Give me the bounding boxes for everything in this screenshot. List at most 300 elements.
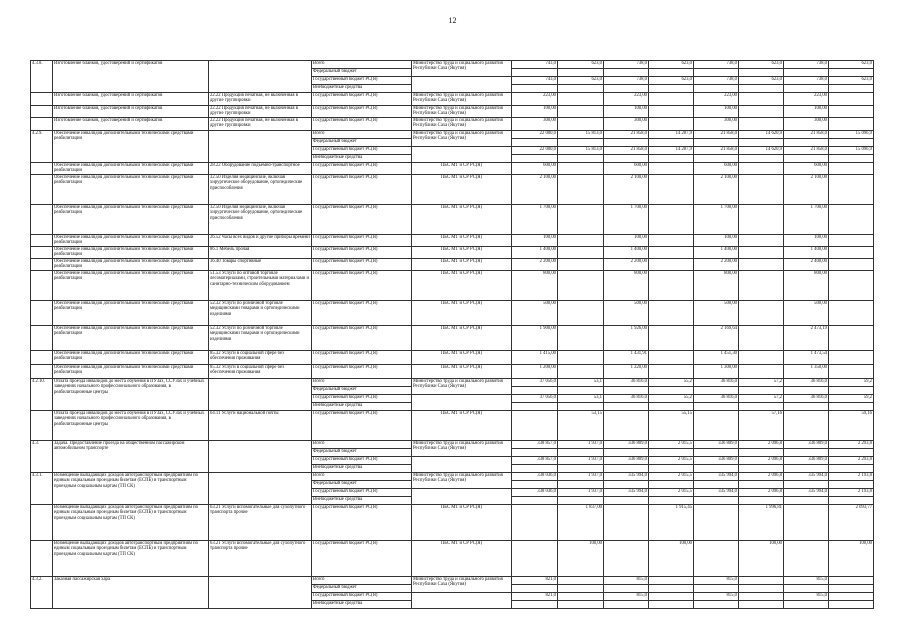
amount-cell: 1 300,00 (694, 365, 739, 379)
amount-cell (604, 69, 649, 77)
amount-cell (829, 175, 874, 205)
product-code (209, 379, 312, 411)
amount-cell (784, 403, 829, 411)
amount-cell: 36 816,0 (694, 395, 739, 403)
amount-cell (512, 139, 558, 147)
executor: Министерство труда и социального развития Республики Саха (Якутия) (412, 61, 512, 77)
amount-cell: 2 096,8 (739, 489, 784, 497)
amount-cell: 1 996,81 (739, 505, 784, 541)
amount-cell: 57,16 (739, 411, 784, 441)
amount-cell: 1 473,54 (784, 351, 829, 365)
amount-cell: 815,0 (604, 593, 649, 601)
amount-cell (558, 585, 604, 593)
amount-cell (604, 449, 649, 457)
amount-cell (739, 387, 784, 395)
executor (412, 395, 512, 411)
amount-cell: 2 015,5 (649, 473, 694, 481)
amount-cell (694, 403, 739, 411)
amount-cell (558, 163, 604, 175)
amount-cell (512, 481, 558, 489)
executor (412, 147, 512, 163)
item-number (31, 365, 53, 379)
amount-cell: 1 400,00 (604, 247, 649, 259)
expense-row (31, 175, 874, 205)
amount-cell: 300,00 (784, 118, 829, 131)
amount-cell: 223,00 (512, 93, 558, 106)
amount-cell (649, 69, 694, 77)
amount-cell: 336 809,0 (694, 457, 739, 465)
amount-cell: 2 015,5 (649, 441, 694, 449)
amount-cell (739, 365, 784, 379)
amount-cell (558, 247, 604, 259)
expense-row (31, 259, 874, 271)
amount-cell: 1 926,00 (604, 326, 649, 351)
amount-cell (558, 93, 604, 106)
amount-cell: 1 451,30 (694, 351, 739, 365)
funding-source: Внебюджетные средства (312, 85, 412, 93)
funding-source: Государственный бюджет РС(Я) (312, 365, 412, 379)
item-number (31, 271, 53, 301)
amount-cell (739, 593, 784, 601)
executor: Министерство труда и социального развития Республики Саха (Якутия) (412, 93, 512, 106)
amount-cell: 338 036,0 (512, 473, 558, 481)
item-number (31, 301, 53, 326)
measure-description: Обеспечение инвалидов дополнительными техническими средствами реабилитации (53, 175, 209, 205)
amount-cell (829, 601, 874, 609)
amount-cell (694, 69, 739, 77)
amount-cell (694, 481, 739, 489)
amount-cell: 37 056,0 (512, 379, 558, 387)
amount-cell (739, 85, 784, 93)
expense-row (31, 106, 874, 118)
amount-cell: 738,0 (784, 61, 829, 69)
expense-row (31, 411, 874, 441)
amount-cell: 815,0 (694, 593, 739, 601)
measure-description: Изготовление бланков, удостоверений и сертификатов (53, 61, 209, 93)
amount-cell: 335 994,0 (784, 473, 829, 481)
amount-cell: 500,00 (604, 301, 649, 326)
product-code: 64.11 Услуги национальной почты (209, 411, 312, 441)
amount-cell (739, 139, 784, 147)
executor: ПБС МТ и СР РС(Я) (412, 235, 512, 247)
amount-cell: 1 431,91 (604, 351, 649, 365)
budget-table (30, 60, 874, 609)
amount-cell (512, 585, 558, 593)
item-number (31, 163, 53, 175)
funding-source: Государственный бюджет РС(Я) (312, 489, 412, 497)
amount-cell: 821,0 (512, 577, 558, 585)
amount-cell: 800,00 (512, 271, 558, 301)
funding-row (31, 577, 874, 585)
executor: ПБС МТ и СР РС(Я) (412, 301, 512, 326)
funding-source: Государственный бюджет РС(Я) (312, 235, 412, 247)
product-code: 63.21 Услуги вспомогательные для сухопутного транспорта прочие (209, 505, 312, 541)
amount-cell (694, 387, 739, 395)
amount-cell: 100,00 (829, 541, 874, 577)
amount-cell (829, 326, 874, 351)
executor (412, 77, 512, 93)
funding-source: Государственный бюджет РС(Я) (312, 411, 412, 441)
expense-row (31, 118, 874, 131)
amount-cell (558, 139, 604, 147)
item-number (31, 205, 53, 235)
amount-cell (739, 205, 784, 235)
amount-cell: 1 937,0 (558, 473, 604, 481)
amount-cell: 1 937,0 (558, 441, 604, 449)
funding-source: Государственный бюджет РС(Я) (312, 259, 412, 271)
amount-cell (739, 465, 784, 473)
executor: ПБС МТ и СР РС(Я) (412, 259, 512, 271)
amount-cell (739, 106, 784, 118)
funding-source: Государственный бюджет РС(Я) (312, 395, 412, 403)
amount-cell (829, 118, 874, 131)
amount-cell: 1 200,00 (512, 365, 558, 379)
product-code: 32.50 Изделия медицинские, включая хирургическое оборудование, ортопедические приспособления (209, 205, 312, 235)
amount-cell (829, 85, 874, 93)
amount-cell: 1 400,00 (784, 247, 829, 259)
amount-cell: 2 100,00 (604, 175, 649, 205)
amount-cell (649, 85, 694, 93)
measure-description: Возмещение выпадающих доходов автотранспортным предприятиям по единым социальным проездным билетам (ЕСПБ) и транспортным проездным социальным картам (ТП СК) (53, 473, 209, 505)
item-number: 4.2.9. (31, 131, 53, 163)
executor: Министерство труда и социального развития Республики Саха (Якутия) (412, 118, 512, 131)
amount-cell (649, 601, 694, 609)
item-number (31, 259, 53, 271)
executor (412, 457, 512, 473)
amount-cell (829, 387, 874, 395)
amount-cell (829, 139, 874, 147)
executor (412, 593, 512, 609)
amount-cell (604, 387, 649, 395)
amount-cell: 335 994,0 (694, 473, 739, 481)
amount-cell: 335 994,0 (784, 489, 829, 497)
amount-cell: 14 287,9 (649, 131, 694, 139)
amount-cell (512, 601, 558, 609)
expense-row (31, 271, 874, 301)
amount-cell (558, 593, 604, 601)
amount-cell (784, 85, 829, 93)
amount-cell (649, 118, 694, 131)
amount-cell (739, 235, 784, 247)
product-code (209, 131, 312, 163)
funding-source: Государственный бюджет РС(Я) (312, 326, 412, 351)
executor: ПБС МТ и СР РС(Я) (412, 411, 512, 441)
amount-cell: 815,0 (694, 577, 739, 585)
amount-cell (829, 155, 874, 163)
amount-cell: 338 036,0 (512, 489, 558, 497)
amount-cell: 600,00 (512, 163, 558, 175)
amount-cell (739, 93, 784, 106)
executor: ПБС МТ и СР РС(Я) (412, 326, 512, 351)
amount-cell: 100,00 (694, 106, 739, 118)
amount-cell (649, 465, 694, 473)
item-number (31, 247, 53, 259)
measure-description: Изготовление бланков, удостоверений и сертификатов (53, 106, 209, 118)
amount-cell: 1 837,00 (558, 505, 604, 541)
amount-cell (558, 403, 604, 411)
executor: Министерство труда и социального развития Республики Саха (Якутия) (412, 441, 512, 457)
amount-cell: 15 813,0 (558, 147, 604, 155)
amount-cell (739, 301, 784, 326)
amount-cell: 2 193,8 (829, 489, 874, 497)
amount-cell (558, 351, 604, 365)
amount-cell: 336 809,0 (784, 441, 829, 449)
executor: ПБС МТ и СР РС(Я) (412, 205, 512, 235)
funding-source: Государственный бюджет РС(Я) (312, 77, 412, 85)
executor: ПБС МТ и СР РС(Я) (412, 175, 512, 205)
amount-cell (512, 387, 558, 395)
amount-cell (694, 497, 739, 505)
amount-cell: 21 858,0 (604, 131, 649, 139)
amount-cell (649, 497, 694, 505)
amount-cell (649, 365, 694, 379)
measure-description: Обеспечение инвалидов дополнительными техническими средствами реабилитации (53, 365, 209, 379)
funding-source: Федеральный бюджет (312, 387, 412, 395)
amount-cell: 815,0 (604, 577, 649, 585)
funding-source: Всего (312, 131, 412, 139)
amount-cell: 623,0 (829, 77, 874, 85)
amount-cell: 15 813,0 (558, 131, 604, 139)
amount-cell (649, 139, 694, 147)
product-code: 63.21 Услуги вспомогательные для сухопутного транспорта прочие (209, 541, 312, 577)
funding-source: Государственный бюджет РС(Я) (312, 205, 412, 235)
funding-source: Государственный бюджет РС(Я) (312, 175, 412, 205)
amount-cell (829, 235, 874, 247)
amount-cell (829, 593, 874, 601)
product-code: 22.22 Продукция печатная, не включенная в другие группировки (209, 93, 312, 106)
amount-cell: 1 700,00 (604, 205, 649, 235)
measure-description: Обеспечение инвалидов дополнительными техническими средствами реабилитации (53, 259, 209, 271)
amount-cell (649, 271, 694, 301)
amount-cell (829, 481, 874, 489)
amount-cell (739, 481, 784, 489)
amount-cell: 2 293,8 (829, 441, 874, 449)
amount-cell: 21 858,0 (694, 147, 739, 155)
product-code: 26.52 Часы всех видов и другие приборы времени (209, 235, 312, 247)
amount-cell (784, 497, 829, 505)
amount-cell (512, 497, 558, 505)
amount-cell: 743,0 (512, 77, 558, 85)
amount-cell: 57,2 (739, 395, 784, 403)
amount-cell (784, 465, 829, 473)
expense-row (31, 247, 874, 259)
amount-cell: 2 400,00 (784, 259, 829, 271)
amount-cell (649, 235, 694, 247)
item-number (31, 118, 53, 131)
product-code (209, 61, 312, 93)
funding-source: Внебюджетные средства (312, 465, 412, 473)
amount-cell: 223,00 (694, 93, 739, 106)
amount-cell (829, 351, 874, 365)
amount-cell: 55,15 (649, 411, 694, 441)
amount-cell (784, 541, 829, 577)
amount-cell (558, 326, 604, 351)
amount-cell: 1 400,00 (512, 247, 558, 259)
funding-source: Внебюджетные средства (312, 601, 412, 609)
amount-cell: 223,00 (604, 93, 649, 106)
amount-cell (558, 301, 604, 326)
amount-cell: 2 200,00 (512, 259, 558, 271)
amount-cell (649, 247, 694, 259)
funding-source: Государственный бюджет РС(Я) (312, 93, 412, 106)
measure-description: Обеспечение инвалидов дополнительными техническими средствами реабилитации (53, 351, 209, 365)
amount-cell: 738,0 (784, 77, 829, 85)
item-number (31, 351, 53, 365)
funding-source: Внебюджетные средства (312, 155, 412, 163)
amount-cell (694, 505, 739, 541)
amount-cell (512, 465, 558, 473)
item-number: 4.3.8. (31, 61, 53, 93)
funding-source: Всего (312, 577, 412, 585)
amount-cell: 2 100,00 (512, 175, 558, 205)
amount-cell (694, 585, 739, 593)
amount-cell: 738,0 (604, 77, 649, 85)
amount-cell: 336 809,0 (604, 441, 649, 449)
measure-description: Оплата проезда инвалидов до места обучения в ПУЗах, ССУЗах и учебных заведениях начального профессионального образования, в реабилитационные центры (53, 379, 209, 411)
amount-cell (649, 351, 694, 365)
measure-description: Обеспечение инвалидов дополнительными техническими средствами реабилитации (53, 301, 209, 326)
funding-source: Государственный бюджет РС(Я) (312, 541, 412, 577)
funding-source: Государственный бюджет РС(Я) (312, 118, 412, 131)
funding-row (31, 441, 874, 449)
amount-cell: 600,00 (604, 163, 649, 175)
amount-cell: 53,1 (558, 379, 604, 387)
amount-cell: 336 809,0 (604, 457, 649, 465)
amount-cell (649, 577, 694, 585)
amount-cell (604, 541, 649, 577)
amount-cell: 36 816,0 (604, 395, 649, 403)
amount-cell (558, 497, 604, 505)
amount-cell (512, 541, 558, 577)
product-code: 51.53 Услуги по оптовой торговле лесоматериалами, строительными материалами и санитарно-техническим оборудованием (209, 271, 312, 301)
funding-source: Государственный бюджет РС(Я) (312, 505, 412, 541)
amount-cell: 100,00 (739, 541, 784, 577)
amount-cell (694, 465, 739, 473)
amount-cell: 2 096,8 (739, 441, 784, 449)
amount-cell (512, 449, 558, 457)
item-number (31, 541, 53, 577)
amount-cell (694, 155, 739, 163)
amount-cell: 338 857,0 (512, 441, 558, 449)
measure-description: Обеспечение инвалидов дополнительными техническими средствами реабилитации (53, 271, 209, 301)
amount-cell (558, 449, 604, 457)
amount-cell: 55,2 (649, 379, 694, 387)
amount-cell: 21 858,0 (694, 131, 739, 139)
amount-cell (739, 259, 784, 271)
amount-cell: 22 000,0 (512, 147, 558, 155)
amount-cell: 1 937,0 (558, 489, 604, 497)
amount-cell: 623,0 (649, 77, 694, 85)
measure-description: Изготовление бланков, удостоверений и сертификатов (53, 93, 209, 106)
amount-cell (558, 465, 604, 473)
amount-cell: 2 093,77 (829, 505, 874, 541)
amount-cell: 623,0 (649, 61, 694, 69)
amount-cell: 623,0 (558, 61, 604, 69)
product-code: 52.32 Услуги по розничной торговле медицинскими товарами и ортопедическими изделиями (209, 326, 312, 351)
amount-cell (784, 585, 829, 593)
amount-cell (604, 481, 649, 489)
amount-cell: 1 700,00 (512, 205, 558, 235)
executor: Министерство труда и социального развития Республики Саха (Якутия) (412, 577, 512, 593)
executor: Министерство труда и социального развития Республики Саха (Якутия) (412, 379, 512, 395)
amount-cell: 59,16 (829, 411, 874, 441)
amount-cell: 100,00 (784, 106, 829, 118)
amount-cell: 1 700,00 (694, 205, 739, 235)
amount-cell: 1 220,00 (604, 365, 649, 379)
amount-cell: 338 857,0 (512, 457, 558, 465)
measure-description: Возмещение выпадающих доходов автотранспортным предприятиям по единым социальным проездным билетам (ЕСПБ) и транспортным проездным социальным картам (ТП СК) (53, 505, 209, 541)
amount-cell: 2 293,8 (829, 457, 874, 465)
product-code: 28.22 Оборудование подъемно-транспортное (209, 163, 312, 175)
amount-cell (829, 69, 874, 77)
amount-cell (558, 387, 604, 395)
amount-cell (784, 505, 829, 541)
expense-row (31, 351, 874, 365)
executor: Министерство труда и социального развития Республики Саха (Якутия) (412, 106, 512, 118)
amount-cell: 2 096,8 (739, 473, 784, 481)
amount-cell (739, 271, 784, 301)
funding-source: Государственный бюджет РС(Я) (312, 106, 412, 118)
amount-cell (649, 155, 694, 163)
amount-cell: 738,0 (694, 61, 739, 69)
amount-cell: 22 000,0 (512, 131, 558, 139)
product-code: 22.22 Продукция печатная, не включенная в другие группировки (209, 106, 312, 118)
amount-cell: 53,1 (558, 395, 604, 403)
amount-cell: 2 200,00 (694, 259, 739, 271)
amount-cell (829, 365, 874, 379)
amount-cell: 100,00 (558, 541, 604, 577)
item-number: 4.2.10. (31, 379, 53, 411)
amount-cell (829, 93, 874, 106)
amount-cell (649, 403, 694, 411)
amount-cell: 1 350,00 (784, 365, 829, 379)
amount-cell: 743,0 (512, 61, 558, 69)
amount-cell (649, 93, 694, 106)
amount-cell (739, 497, 784, 505)
amount-cell: 59,2 (829, 379, 874, 387)
amount-cell: 53,15 (558, 411, 604, 441)
amount-cell: 1 400,00 (694, 247, 739, 259)
item-number: 4.3.2. (31, 577, 53, 609)
amount-cell (558, 259, 604, 271)
amount-cell (604, 601, 649, 609)
amount-cell: 100,00 (512, 106, 558, 118)
product-code: 86.1 Мебель прочая (209, 247, 312, 259)
amount-cell (512, 411, 558, 441)
amount-cell: 2 100,00 (694, 175, 739, 205)
amount-cell (649, 301, 694, 326)
executor: ПБС МТ и СР РС(Я) (412, 365, 512, 379)
item-number: 4.3. (31, 441, 53, 473)
amount-cell (558, 481, 604, 489)
amount-cell (604, 585, 649, 593)
amount-cell: 300,00 (694, 118, 739, 131)
expense-row (31, 326, 874, 351)
amount-cell (829, 271, 874, 301)
product-code (209, 441, 312, 473)
amount-cell: 36 816,0 (604, 379, 649, 387)
amount-cell (739, 601, 784, 609)
funding-source: Внебюджетные средства (312, 497, 412, 505)
funding-source: Государственный бюджет РС(Я) (312, 271, 412, 301)
amount-cell (649, 326, 694, 351)
item-number (31, 93, 53, 106)
amount-cell: 2 096,8 (739, 457, 784, 465)
amount-cell: 500,00 (694, 301, 739, 326)
amount-cell (558, 205, 604, 235)
amount-cell (694, 449, 739, 457)
funding-row (31, 131, 874, 139)
